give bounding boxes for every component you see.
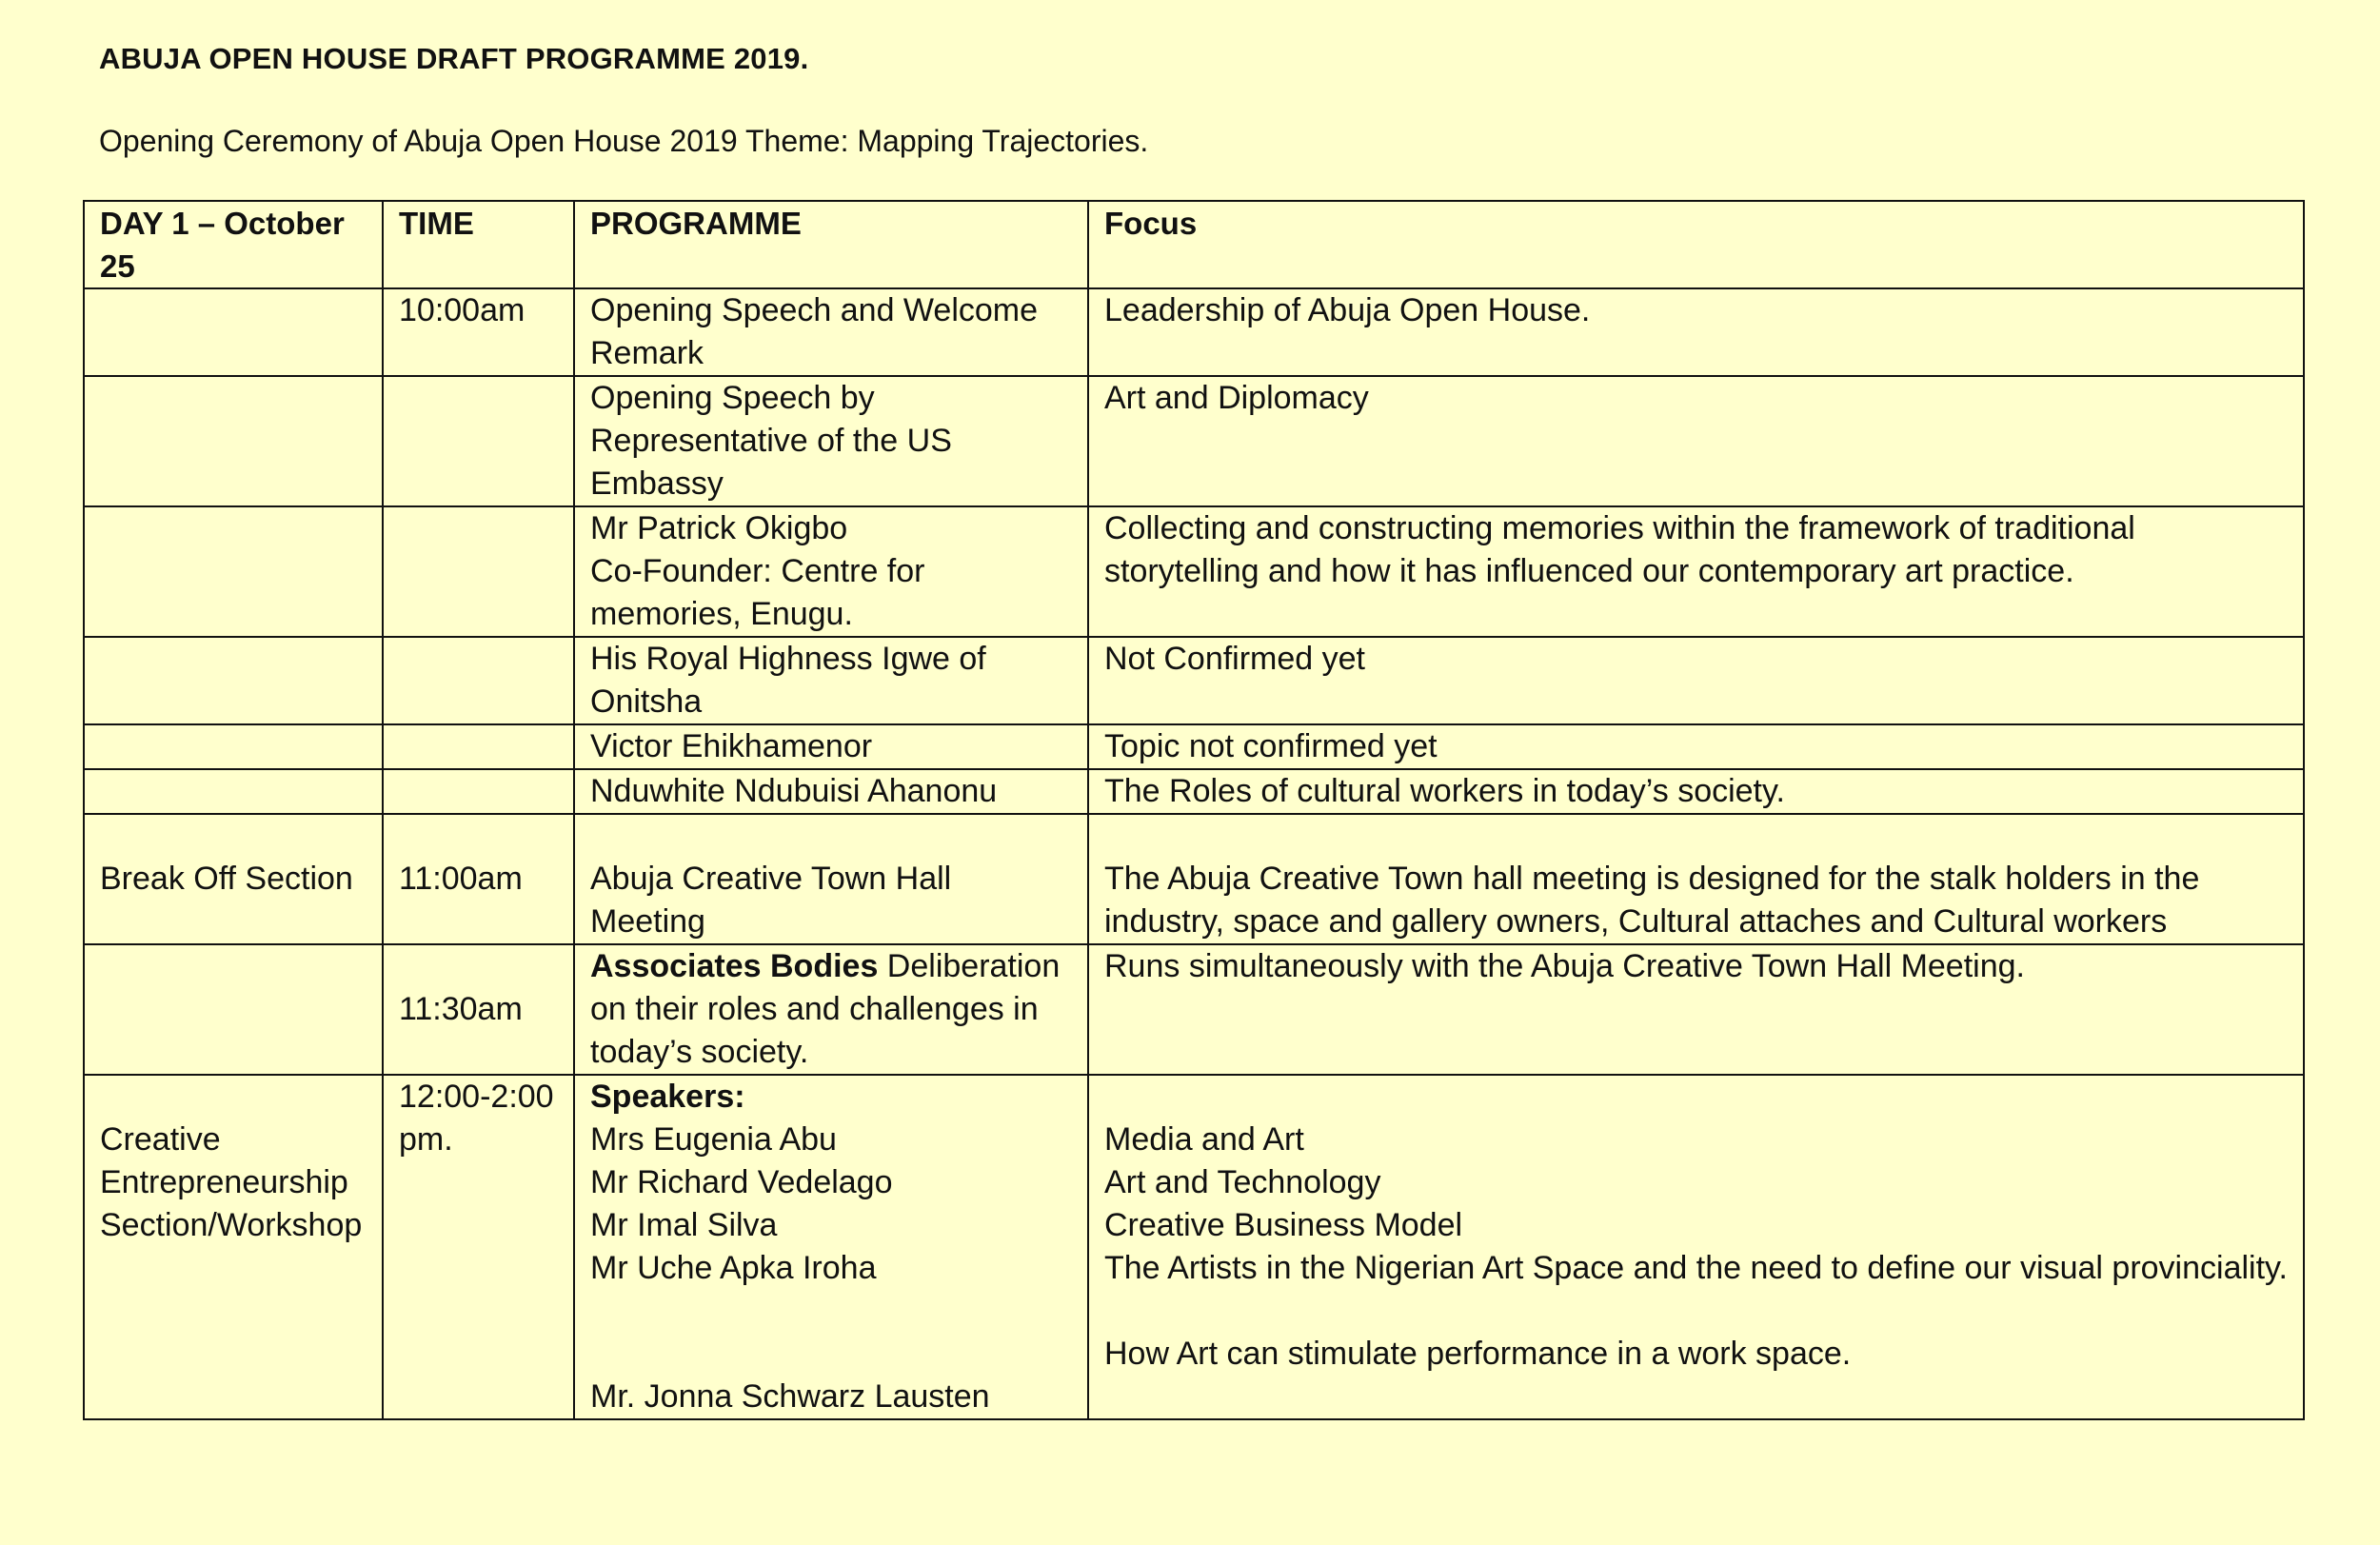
speaker-name: Mr. Jonna Schwarz Lausten — [590, 1378, 990, 1415]
speaker-name: Mrs Eugenia Abu — [590, 1121, 837, 1158]
programme-table — [83, 200, 2305, 1420]
table-row — [84, 376, 2304, 506]
cell-time — [383, 637, 574, 724]
time-label: 11:30am — [399, 991, 523, 1027]
cell-day — [84, 1075, 383, 1419]
time-label: 11:00am — [399, 861, 523, 897]
cell-programme — [574, 1075, 1088, 1419]
table-row — [84, 1075, 2304, 1419]
cell-time — [383, 769, 574, 814]
header-day: DAY 1 – October 25 — [84, 201, 383, 288]
cell-day — [84, 376, 383, 506]
speaker-name: Mr Uche Apka Iroha — [590, 1250, 877, 1286]
cell-focus: Art and Diplomacy — [1088, 376, 2304, 506]
cell-day — [84, 814, 383, 944]
cell-focus — [1088, 1075, 2304, 1419]
focus-item: Creative Business Model — [1104, 1207, 1463, 1243]
speakers-heading: Speakers: — [590, 1079, 745, 1115]
break-off-label: Break Off Section — [100, 861, 353, 897]
focus-item: Art and Technology — [1104, 1164, 1381, 1200]
programme-line: Co-Founder: Centre for memories, Enugu. — [590, 553, 925, 632]
cell-programme — [574, 506, 1088, 637]
cell-focus: Collecting and constructing memories within the framework of traditional storytelling and how it has influenced our contemporary art practice. — [1088, 506, 2304, 637]
table-row — [84, 769, 2304, 814]
programme-line: Mr Patrick Okigbo — [590, 510, 848, 546]
cell-time — [383, 944, 574, 1075]
table-row — [84, 288, 2304, 376]
table-row — [84, 724, 2304, 769]
header-programme: PROGRAMME — [574, 201, 1088, 288]
cell-time — [383, 724, 574, 769]
cell-programme: His Royal Highness Igwe of Onitsha — [574, 637, 1088, 724]
cell-focus — [1088, 814, 2304, 944]
document-subtitle: Opening Ceremony of Abuja Open House 2019 Theme: Mapping Trajectories. — [99, 124, 1149, 158]
cell-programme: Opening Speech by Representative of the US Embassy — [574, 376, 1088, 506]
cell-day — [84, 724, 383, 769]
cell-focus: Not Confirmed yet — [1088, 637, 2304, 724]
programme-rest-label: Deliberation on their roles and challenges in today’s society. — [590, 948, 1061, 1070]
cell-time — [383, 506, 574, 637]
cell-focus: Topic not confirmed yet — [1088, 724, 2304, 769]
table-row — [84, 814, 2304, 944]
speaker-name: Mr Richard Vedelago — [590, 1164, 893, 1200]
document-title: ABUJA OPEN HOUSE DRAFT PROGRAMME 2019. — [99, 42, 809, 75]
header-focus: Focus — [1088, 201, 2304, 288]
cell-time — [383, 814, 574, 944]
table-row — [84, 637, 2304, 724]
cell-programme — [574, 944, 1088, 1075]
cell-programme: Nduwhite Ndubuisi Ahanonu — [574, 769, 1088, 814]
programme-bold-label: Associates Bodies — [590, 948, 879, 984]
focus-item: Media and Art — [1104, 1121, 1304, 1158]
focus-label: The Abuja Creative Town hall meeting is designed for the stalk holders in the industry, space and gallery owners, Cultural attaches and Cultural workers — [1104, 861, 2200, 940]
cell-focus: The Roles of cultural workers in today’s society. — [1088, 769, 2304, 814]
table-row — [84, 506, 2304, 637]
cell-day — [84, 944, 383, 1075]
table-header-row — [84, 201, 2304, 288]
cell-day — [84, 769, 383, 814]
speaker-name: Mr Imal Silva — [590, 1207, 778, 1243]
focus-item: The Artists in the Nigerian Art Space and the need to define our visual provinciality. — [1104, 1250, 2288, 1286]
cell-time: 10:00am — [383, 288, 574, 376]
cell-time — [383, 376, 574, 506]
cell-day — [84, 506, 383, 637]
cell-time: 12:00-2:00 pm. — [383, 1075, 574, 1419]
cell-focus: Runs simultaneously with the Abuja Creative Town Hall Meeting. — [1088, 944, 2304, 1075]
focus-item: How Art can stimulate performance in a work space. — [1104, 1336, 1852, 1372]
workshop-label: Creative Entrepreneurship Section/Workshop — [100, 1121, 363, 1243]
cell-focus: Leadership of Abuja Open House. — [1088, 288, 2304, 376]
cell-day — [84, 288, 383, 376]
header-time: TIME — [383, 201, 574, 288]
cell-programme: Opening Speech and Welcome Remark — [574, 288, 1088, 376]
cell-programme — [574, 814, 1088, 944]
cell-programme: Victor Ehikhamenor — [574, 724, 1088, 769]
programme-label: Abuja Creative Town Hall Meeting — [590, 861, 952, 940]
table-row — [84, 944, 2304, 1075]
cell-day — [84, 637, 383, 724]
